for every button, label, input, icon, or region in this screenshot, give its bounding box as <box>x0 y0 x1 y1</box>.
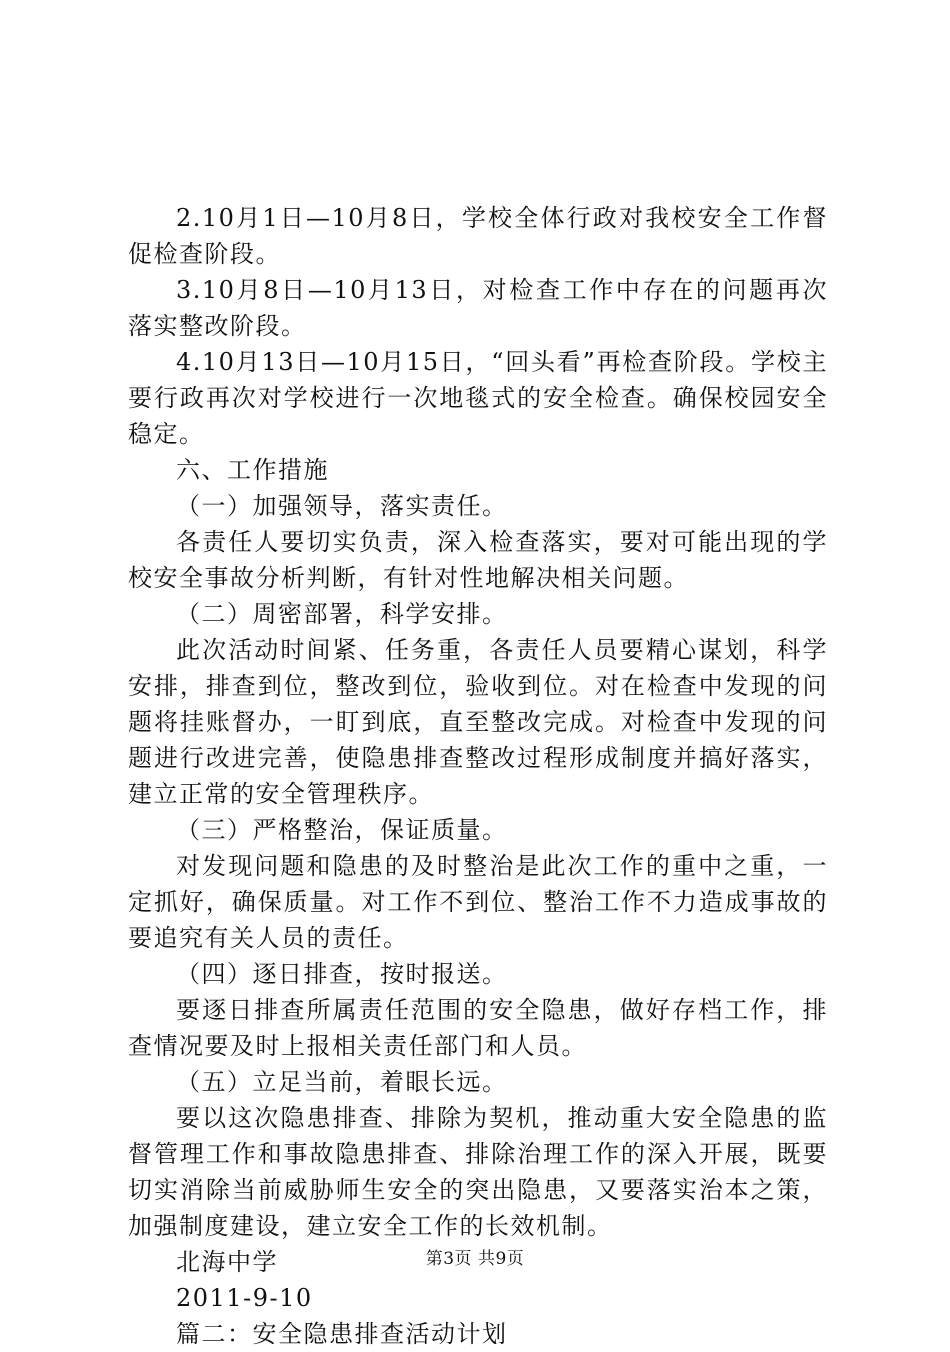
subheading-2: （二）周密部署，科学安排。 <box>176 600 508 628</box>
signature-organization: 北海中学 <box>176 1248 278 1276</box>
paragraph-4: 各责任人要切实负责，深入检查落实，要对可能出现的学校安全事故分析判断，有针对性地解决相关问题。 <box>128 528 828 592</box>
paragraph-3: 4.10月13日—10月15日，“回头看”再检查阶段。学校主要行政再次对学校进行一次地毯式的安全检查。确保校园安全稳定。 <box>128 348 828 448</box>
document-body <box>128 200 828 1352</box>
section-heading-measures: 六、工作措施 <box>176 456 329 484</box>
paragraph-2: 3.10月8日—10月13日，对检查工作中存在的问题再次落实整改阶段。 <box>128 276 828 340</box>
subheading-4: （四）逐日排查，按时报送。 <box>176 960 508 988</box>
subheading-3: （三）严格整治，保证质量。 <box>176 816 508 844</box>
paragraph-1: 2.10月1日—10月8日，学校全体行政对我校安全工作督促检查阶段。 <box>128 204 828 268</box>
subheading-5: （五）立足当前，着眼长远。 <box>176 1068 508 1096</box>
subheading-1: （一）加强领导，落实责任。 <box>176 492 508 520</box>
paragraph-5: 此次活动时间紧、任务重，各责任人员要精心谋划，科学安排，排查到位，整改到位，验收到位。对在检查中发现的问题将挂账督办，一盯到底，直至整改完成。对检查中发现的问题进行改进完善，使隐患排查整改过程形成制度并搞好落实，建立正常的安全管理秩序。 <box>128 636 828 808</box>
paragraph-7: 要逐日排查所属责任范围的安全隐患，做好存档工作，排查情况要及时上报相关责任部门和人员。 <box>128 996 828 1060</box>
next-section-title: 篇二：安全隐患排查活动计划 <box>176 1320 508 1348</box>
paragraph-6: 对发现问题和隐患的及时整治是此次工作的重中之重，一定抓好，确保质量。对工作不到位、整治工作不力造成事故的要追究有关人员的责任。 <box>128 852 828 952</box>
signature-date: 2011-9-10 <box>176 1284 313 1312</box>
paragraph-8: 要以这次隐患排查、排除为契机，推动重大安全隐患的监督管理工作和事故隐患排查、排除治理工作的深入开展，既要切实消除当前威胁师生安全的突出隐患，又要落实治本之策，加强制度建设，建立安全工作的长效机制。 <box>128 1104 828 1240</box>
page-number-footer: 第3页 共9页 <box>425 1249 525 1269</box>
